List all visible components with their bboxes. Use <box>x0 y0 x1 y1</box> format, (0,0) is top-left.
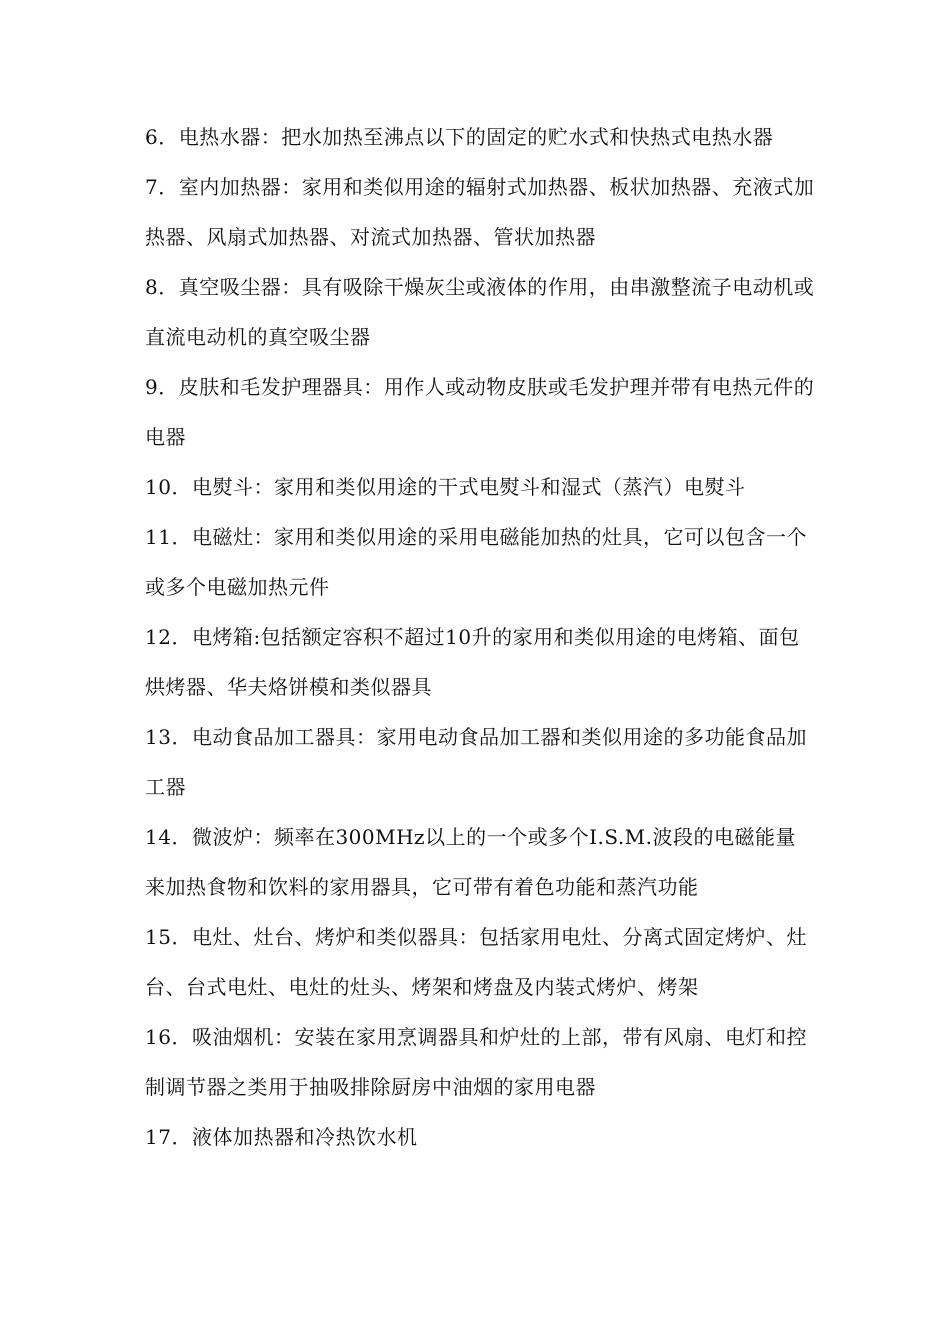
list-item: 11．电磁灶：家用和类似用途的采用电磁能加热的灶具，它可以包含一个或多个电磁加热元件 <box>145 525 807 599</box>
list-item: 6．电热水器：把水加热至沸点以下的固定的贮水式和快热式电热水器 <box>145 125 774 149</box>
list-item: 12．电烤箱:包括额定容积不超过10升的家用和类似用途的电烤箱、面包烘烤器、华夫烙饼模和类似器具 <box>145 625 800 699</box>
list-item: 15．电灶、灶台、烤炉和类似器具：包括家用电灶、分离式固定烤炉、灶台、台式电灶、电灶的灶头、烤架和烤盘及内装式烤炉、烤架 <box>145 925 807 999</box>
list-item: 13．电动食品加工器具：家用电动食品加工器和类似用途的多功能食品加工器 <box>145 725 807 799</box>
list-item: 7．室内加热器：家用和类似用途的辐射式加热器、板状加热器、充液式加热器、风扇式加热器、对流式加热器、管状加热器 <box>145 175 815 249</box>
list-item: 14．微波炉：频率在300MHz以上的一个或多个I.S.M.波段的电磁能量来加热食物和饮料的家用器具，它可带有着色功能和蒸汽功能 <box>145 825 797 899</box>
document-body <box>145 112 815 1162</box>
list-item: 17．液体加热器和冷热饮水机 <box>145 1125 418 1149</box>
list-item: 9．皮肤和毛发护理器具：用作人或动物皮肤或毛发护理并带有电热元件的电器 <box>145 375 815 449</box>
list-item: 16．吸油烟机：安装在家用烹调器具和炉灶的上部，带有风扇、电灯和控制调节器之类用于抽吸排除厨房中油烟的家用电器 <box>145 1025 807 1099</box>
list-item: 10．电熨斗：家用和类似用途的干式电熨斗和湿式（蒸汽）电熨斗 <box>145 475 746 499</box>
list-item: 8．真空吸尘器：具有吸除干燥灰尘或液体的作用，由串激整流子电动机或直流电动机的真空吸尘器 <box>145 275 815 349</box>
